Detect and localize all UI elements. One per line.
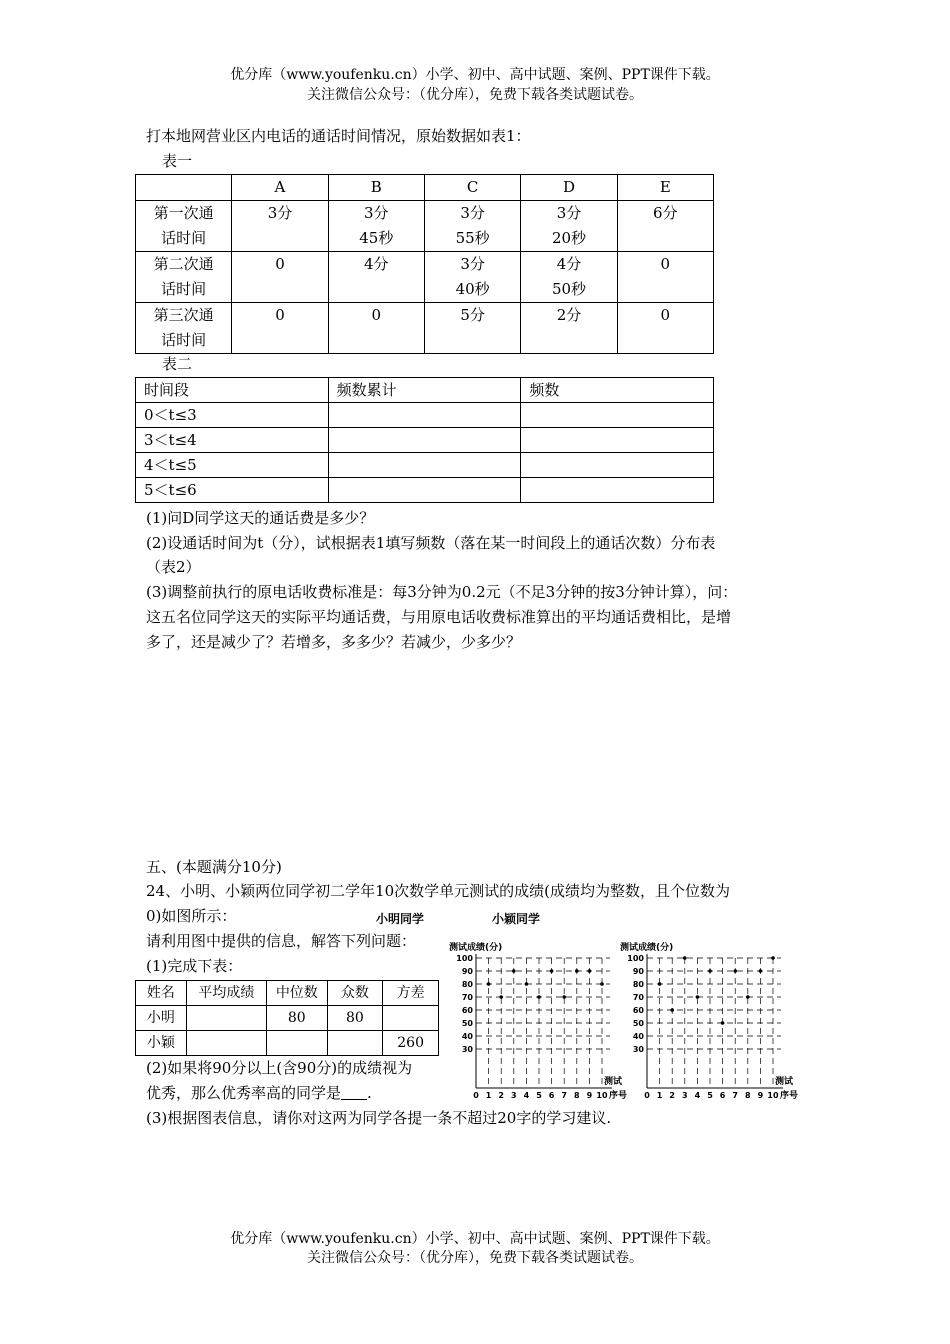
- score-point: [487, 982, 491, 986]
- table1-header-cell: D: [521, 175, 617, 201]
- x-tick-label: 10: [596, 1091, 608, 1100]
- y-tick-label: 60: [632, 1006, 644, 1015]
- q24-part1: (1)完成下表：: [146, 957, 243, 975]
- y-tick-label: 40: [632, 1032, 644, 1041]
- x-tick-label: 3: [682, 1091, 688, 1100]
- y-tick-label: 30: [461, 1045, 473, 1054]
- table1-cell: 3分 45秒: [328, 201, 424, 252]
- table2-row: [136, 478, 714, 503]
- mode-cell: 80: [327, 1006, 383, 1031]
- chart1-title: 小明同学: [376, 912, 425, 926]
- x-tick-label: 3: [511, 1091, 517, 1100]
- table1-cell: 0: [232, 303, 328, 354]
- score-point: [670, 1008, 674, 1012]
- mode-cell[interactable]: [327, 1031, 383, 1056]
- table1-cell: 6分: [617, 201, 713, 252]
- table2-row: [136, 428, 714, 453]
- y-tick-label: 40: [461, 1032, 473, 1041]
- y-tick-label: 70: [632, 993, 644, 1002]
- time-interval: 0＜t≤3: [136, 403, 329, 428]
- table1-row: [136, 201, 714, 252]
- table2-header-cell: 频数: [521, 378, 714, 403]
- q24-stem-line2: 0)如图所示：: [146, 907, 237, 925]
- table1-header-cell: E: [617, 175, 713, 201]
- y-tick-label: 90: [632, 967, 644, 976]
- x-tick-label: 1: [485, 1091, 492, 1100]
- x-axis-title-bottom: 序号: [609, 1091, 628, 1101]
- table1-header-cell: B: [328, 175, 424, 201]
- table-two: [135, 377, 714, 503]
- score-point: [575, 969, 579, 973]
- table1-caption: 表一: [162, 152, 193, 170]
- frequency-cell[interactable]: [521, 478, 714, 503]
- student-name: 小明: [136, 1006, 187, 1031]
- table1-cell: 0: [232, 252, 328, 303]
- header-line-1: 优分库（www.youfenku.cn）小学、初中、高中试题、案例、PPT课件下载。: [230, 67, 720, 83]
- y-tick-label: 30: [632, 1045, 644, 1054]
- table2-row: [136, 403, 714, 428]
- median-cell: 80: [267, 1006, 328, 1031]
- y-tick-label: 100: [456, 954, 473, 963]
- table2-header-row: [136, 378, 714, 403]
- score-point: [683, 956, 687, 960]
- frequency-cell[interactable]: [521, 403, 714, 428]
- table1-header-row: [136, 175, 714, 201]
- frequency-cell[interactable]: [521, 453, 714, 478]
- x-tick-label: 7: [561, 1091, 567, 1100]
- table2-header-cell: 时间段: [136, 378, 329, 403]
- x-tick-label: 1: [656, 1091, 663, 1100]
- table1-cell: 2分: [521, 303, 617, 354]
- cumulative-cell[interactable]: [328, 478, 521, 503]
- footer-line-1: 优分库（www.youfenku.cn）小学、初中、高中试题、案例、PPT课件下载。: [230, 1231, 720, 1247]
- table2-row: [136, 453, 714, 478]
- x-tick-label: 2: [669, 1091, 675, 1100]
- x-tick-label: 9: [757, 1091, 764, 1100]
- variance-cell[interactable]: [383, 1006, 439, 1031]
- table1-cell: 0: [617, 252, 713, 303]
- score-point: [600, 982, 604, 986]
- score-table-row: [136, 1006, 439, 1031]
- x-tick-label: 4: [523, 1091, 530, 1100]
- score-point: [746, 995, 750, 999]
- y-tick-label: 50: [632, 1019, 644, 1028]
- table1-cell: 0: [328, 303, 424, 354]
- y-axis-title: 测试成绩(分): [620, 943, 674, 953]
- x-tick-label: 6: [548, 1091, 555, 1100]
- table1-cell: 3分: [232, 201, 328, 252]
- score-point: [562, 995, 566, 999]
- q23-part1: (1)问D同学这天的通话费是多少？: [146, 509, 375, 527]
- x-tick-label: 7: [732, 1091, 738, 1100]
- score-header-cell: 中位数: [267, 981, 328, 1006]
- q24-part2-line2: [146, 1081, 372, 1106]
- x-axis-title-top: 测试: [604, 1077, 623, 1087]
- table1-header-cell: [136, 175, 232, 201]
- y-tick-label: 80: [461, 980, 473, 989]
- table1-row: [136, 303, 714, 354]
- table1-cell: 3分 20秒: [521, 201, 617, 252]
- score-point: [721, 1021, 725, 1025]
- section5-title: 五、(本题满分10分): [146, 858, 282, 876]
- score-table: [135, 980, 439, 1056]
- x-tick-label: 4: [694, 1091, 701, 1100]
- q23-part3-line3: 多了，还是减少了？若增多，多多少？若减少，少多少？: [146, 633, 522, 651]
- x-axis-title-bottom: 序号: [780, 1091, 799, 1101]
- mean-cell[interactable]: [186, 1006, 266, 1031]
- frequency-cell[interactable]: [521, 428, 714, 453]
- table1-row-label: 第二次通 话时间: [136, 252, 232, 303]
- table1-header-cell: A: [232, 175, 328, 201]
- q24-stem-line1: 24、小明、小颖两位同学初二学年10次数学单元测试的成绩(成绩均为整数，且个位数为: [146, 882, 731, 900]
- score-point: [499, 995, 503, 999]
- table1-cell: 5分: [424, 303, 520, 354]
- q24-part2-line1: (2)如果将90分以上(含90分)的成绩视为: [146, 1059, 413, 1077]
- table1-cell: 0: [617, 303, 713, 354]
- table1-cell: 4分: [328, 252, 424, 303]
- table1-cell: 3分 55秒: [424, 201, 520, 252]
- q23-part3-line1: (3)调整前执行的原电话收费标准是：每3分钟为0.2元（不足3分钟的按3分钟计算），问：: [146, 583, 738, 601]
- table1-row-label: 第一次通 话时间: [136, 201, 232, 252]
- table-one: [135, 174, 714, 354]
- x-tick-label: 8: [574, 1091, 580, 1100]
- score-header-cell: 平均成绩: [186, 981, 266, 1006]
- table1-row-label: 第三次通 话时间: [136, 303, 232, 354]
- score-point: [733, 969, 737, 973]
- x-tick-label: 10: [767, 1091, 779, 1100]
- table1-cell: 3分 40秒: [424, 252, 520, 303]
- score-table-row: [136, 1031, 439, 1056]
- x-tick-label: 8: [745, 1091, 751, 1100]
- cumulative-cell[interactable]: [328, 453, 521, 478]
- q23-part3-line2: 这五名位同学这天的实际平均通话费，与用原电话收费标准算出的平均通话费相比，是增: [146, 608, 732, 626]
- table1-header-cell: C: [424, 175, 520, 201]
- y-tick-label: 90: [461, 967, 473, 976]
- intro-text: 打本地网营业区内电话的通话时间情况，原始数据如表1：: [146, 127, 531, 145]
- student-name: 小颖: [136, 1031, 187, 1056]
- time-interval: 5＜t≤6: [136, 478, 329, 503]
- y-tick-label: 50: [461, 1019, 473, 1028]
- xiaoming-score-chart: [446, 938, 628, 1102]
- score-table-header-row: [136, 981, 439, 1006]
- y-tick-label: 80: [632, 980, 644, 989]
- score-header-cell: 姓名: [136, 981, 187, 1006]
- x-axis-title-top: 测试: [775, 1077, 794, 1087]
- y-tick-label: 100: [627, 954, 644, 963]
- score-point: [512, 969, 516, 973]
- q23-part2-line2: （表2）: [146, 558, 201, 576]
- time-interval: 3＜t≤4: [136, 428, 329, 453]
- chart2-title: 小颖同学: [492, 912, 541, 926]
- header-line-2: 关注微信公众号：（优分库），免费下载各类试题试卷。: [307, 87, 643, 103]
- score-point: [588, 969, 592, 973]
- q24-part2-text: 优秀，那么优秀率高的同学是: [146, 1084, 342, 1102]
- table2-header-cell: 频数累计: [328, 378, 521, 403]
- x-tick-label: 2: [498, 1091, 504, 1100]
- x-tick-label: 5: [707, 1091, 713, 1100]
- table2-caption: 表二: [162, 355, 193, 373]
- score-point: [708, 969, 712, 973]
- footer-line-2: 关注微信公众号：（优分库），免费下载各类试题试卷。: [307, 1250, 643, 1266]
- table1-row: [136, 252, 714, 303]
- table1-cell: 4分 50秒: [521, 252, 617, 303]
- score-point: [759, 969, 763, 973]
- q24-part2-end: .: [367, 1084, 372, 1102]
- cumulative-cell[interactable]: [328, 428, 521, 453]
- q23-part2-line1: (2)设通话时间为t（分），试根据表1填写频数（落在某一时间段上的通话次数）分布表: [146, 534, 716, 552]
- x-tick-label: 6: [719, 1091, 726, 1100]
- score-point: [658, 982, 662, 986]
- score-header-cell: 方差: [383, 981, 439, 1006]
- score-point: [525, 982, 529, 986]
- time-interval: 4＜t≤5: [136, 453, 329, 478]
- y-tick-label: 70: [461, 993, 473, 1002]
- score-header-cell: 众数: [327, 981, 383, 1006]
- answer-blank[interactable]: [341, 1083, 367, 1100]
- y-axis-title: 测试成绩(分): [449, 943, 503, 953]
- q24-instruction: 请利用图中提供的信息，解答下列问题：: [146, 932, 417, 950]
- score-point: [696, 995, 700, 999]
- variance-cell: 260: [383, 1031, 439, 1056]
- cumulative-cell[interactable]: [328, 403, 521, 428]
- score-point: [537, 995, 541, 999]
- x-tick-label: 0: [473, 1091, 479, 1100]
- x-tick-label: 9: [586, 1091, 593, 1100]
- y-tick-label: 60: [461, 1006, 473, 1015]
- score-point: [771, 956, 775, 960]
- x-tick-label: 0: [644, 1091, 650, 1100]
- xiaoying-score-chart: [617, 938, 807, 1102]
- median-cell[interactable]: [267, 1031, 328, 1056]
- score-point: [550, 969, 554, 973]
- q24-part3: (3)根据图表信息，请你对这两为同学各提一条不超过20字的学习建议.: [146, 1109, 612, 1127]
- mean-cell[interactable]: [186, 1031, 266, 1056]
- x-tick-label: 5: [536, 1091, 542, 1100]
